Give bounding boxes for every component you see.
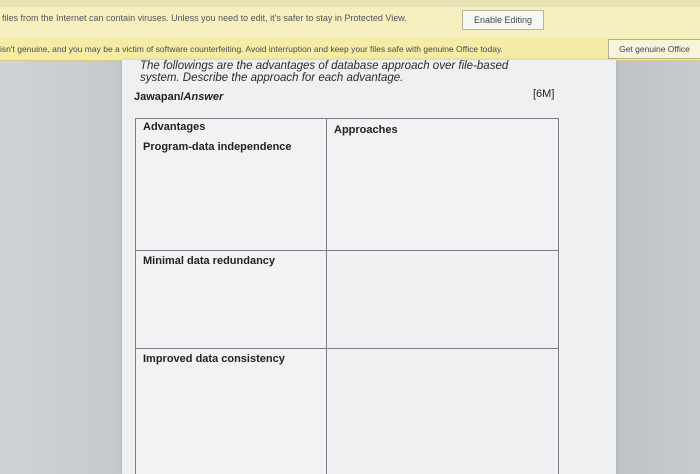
- marks-label: [6M]: [533, 88, 555, 100]
- approach-cell[interactable]: [327, 250, 559, 348]
- approach-cell[interactable]: [327, 348, 559, 474]
- question-line-2: system. Describe the approach for each advantage.: [140, 72, 404, 84]
- question-text: [140, 60, 570, 84]
- header-advantages: Advantages: [136, 119, 327, 141]
- header-approaches-label: Approaches: [334, 124, 398, 136]
- ribbon-edge: [0, 0, 700, 7]
- table-row: [136, 348, 559, 474]
- workspace-right: [616, 60, 700, 474]
- genuine-office-bar: [0, 38, 700, 61]
- protected-view-bar: [0, 0, 700, 39]
- enable-editing-button[interactable]: Enable Editing: [462, 10, 544, 30]
- advantage-cell: Minimal data redundancy: [136, 250, 327, 348]
- answer-label-malay: Jawapan/: [134, 91, 184, 103]
- document-page[interactable]: [122, 60, 616, 474]
- get-genuine-office-button[interactable]: Get genuine Office: [608, 39, 700, 59]
- advantage-cell: Improved data consistency: [136, 348, 327, 474]
- header-approaches: [327, 119, 559, 251]
- question-line-1: The followings are the advantages of database approach over file-based: [140, 60, 509, 72]
- table-header-row: [136, 119, 559, 141]
- answer-label: [134, 91, 223, 103]
- table-row: [136, 250, 559, 348]
- answer-table: [135, 118, 559, 474]
- genuine-office-message: isn't genuine, and you may be a victim of software counterfeiting. Avoid interruption and keep your files safe with genuine Office today.: [0, 44, 503, 54]
- answer-label-english: Answer: [183, 91, 224, 103]
- workspace-left: [0, 60, 122, 474]
- advantage-cell: Program-data independence: [136, 141, 327, 251]
- protected-view-message: files from the Internet can contain viruses. Unless you need to edit, it's safer to stay in Protected View.: [2, 13, 407, 23]
